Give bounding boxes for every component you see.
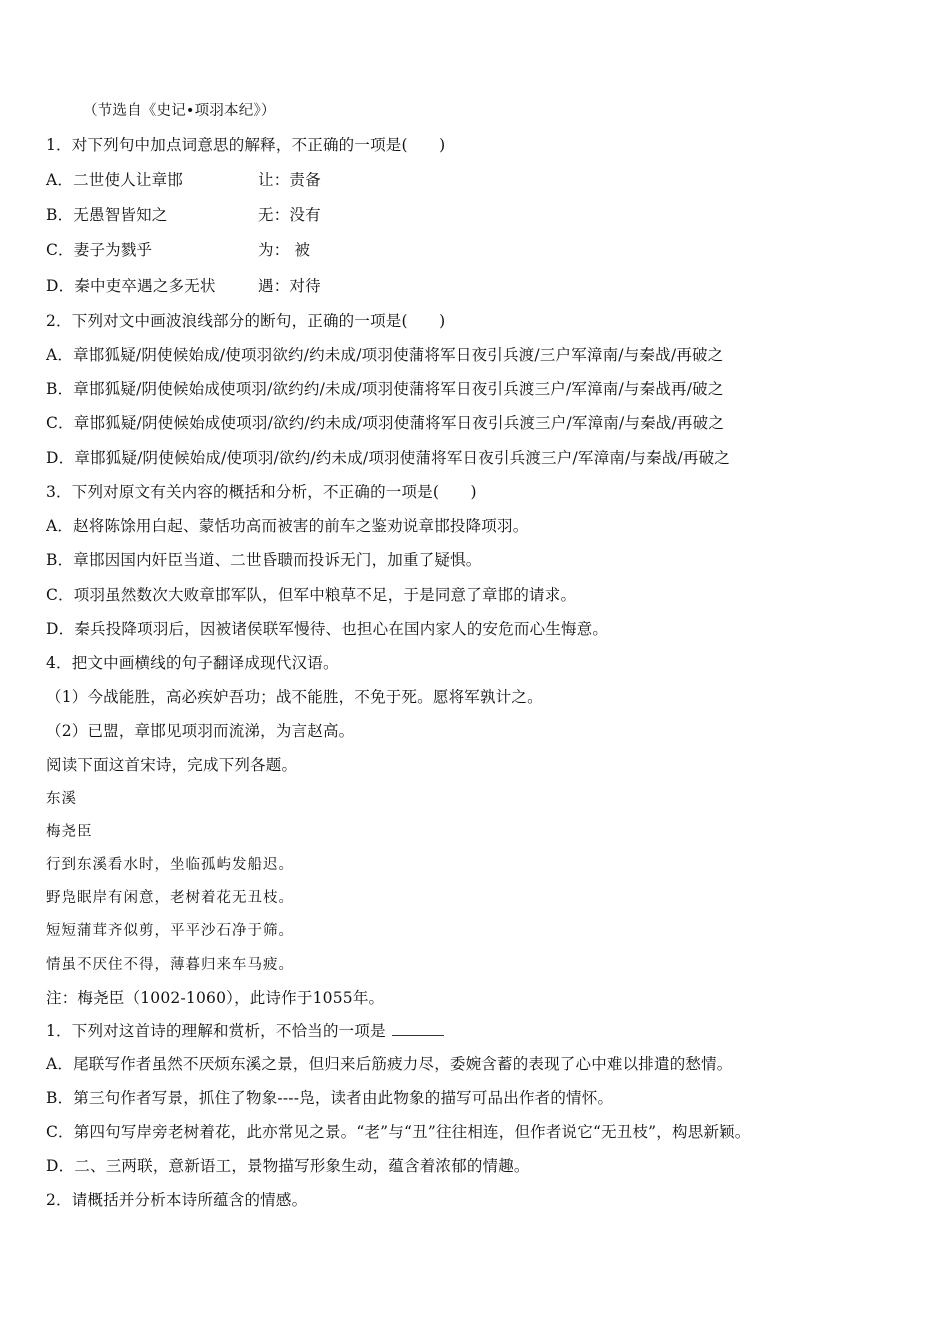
question-2-option-d: D．章邯狐疑/阴使候始成/使项羽/欲约/约未成/项羽使蒲将军日夜引兵渡三户/军漳南/与秦战/再破之 (46, 449, 731, 467)
option-explanation: 遇：对待 (258, 277, 321, 295)
question-3-option-b: B．章邯因国内奸臣当道、二世昏聩而投诉无门，加重了疑惧。 (46, 551, 482, 569)
poem-intro: 阅读下面这首宋诗，完成下列各题。 (46, 756, 298, 774)
poem-question-1-option-a: A．尾联写作者虽然不厌烦东溪之景，但归来后筋疲力尽，委婉含蓄的表现了心中难以排遣的愁情。 (46, 1055, 733, 1073)
question-3-option-c: C．项羽虽然数次大败章邯军队，但军中粮草不足，于是同意了章邯的请求。 (46, 586, 577, 604)
question-1-option-d (46, 276, 321, 296)
question-2-option-b: B．章邯狐疑/阴使候始成使项羽/欲约约/未成/项羽使蒲将军日夜引兵渡三户/军漳南/与秦战再/破之 (46, 380, 724, 398)
poem-line-2: 野凫眠岸有闲意，老树着花无丑枝。 (46, 890, 294, 906)
answer-blank (392, 1021, 444, 1036)
poem-question-2-stem: 2．请概括并分析本诗所蕴含的情感。 (46, 1191, 308, 1209)
question-2-option-a: A．章邯狐疑/阴使候始成/使项羽欲约/约未成/项羽使蒲将军日夜引兵渡/三户军漳南/与秦战/再破之 (46, 346, 724, 364)
poem-line-4: 情虽不厌住不得，薄暮归来车马疲。 (46, 957, 294, 973)
stem-text: 1．下列对这首诗的理解和赏析，不恰当的一项是 (46, 1022, 386, 1040)
option-explanation: 为： 被 (258, 241, 311, 259)
question-2-option-c: C．章邯狐疑/阴使候始成使项羽/欲约/约未成/项羽使蒲将军日夜引兵渡三户/军漳南/与秦战/再破之 (46, 414, 725, 432)
poem-note: 注：梅尧臣（1002-1060），此诗作于1055年。 (46, 989, 385, 1007)
question-1-stem: 1．对下列句中加点词意思的解释，不正确的一项是( ) (46, 136, 446, 154)
question-4-item-1: （1）今战能胜，高必疾妒吾功；战不能胜，不免于死。愿将军孰计之。 (46, 688, 543, 706)
poem-question-1-option-d: D．二、三两联，意新语工，景物描写形象生动，蕴含着浓郁的情趣。 (46, 1157, 530, 1175)
question-3-stem: 3．下列对原文有关内容的概括和分析，不正确的一项是( ) (46, 483, 477, 501)
poem-question-1-option-c: C．第四句写岸旁老树着花，此亦常见之景。“老”与“丑”往往相连，但作者说它“无丑枝”，构思新颖。 (46, 1123, 751, 1141)
question-4-stem: 4．把文中画横线的句子翻译成现代汉语。 (46, 654, 339, 672)
poem-question-1-option-b: B．第三句作者写景，抓住了物象----凫，读者由此物象的描写可品出作者的情怀。 (46, 1089, 614, 1107)
option-explanation: 无：没有 (258, 206, 321, 224)
option-text: D．秦中吏卒遇之多无状 (46, 277, 216, 295)
poem-question-1-stem (46, 1021, 444, 1041)
poem-line-3: 短短蒲茸齐似剪，平平沙石净于筛。 (46, 923, 294, 939)
question-1-option-c (46, 240, 310, 260)
question-1-option-a (46, 170, 321, 190)
question-2-stem: 2．下列对文中画波浪线部分的断句，正确的一项是( ) (46, 312, 446, 330)
question-3-option-d: D．秦兵投降项羽后，因被诸侯联军慢待、也担心在国内家人的安危而心生悔意。 (46, 620, 609, 638)
option-text: B．无愚智皆知之 (46, 206, 168, 224)
question-3-option-a: A．赵将陈馀用白起、蒙恬功高而被害的前车之鉴劝说章邯投降项羽。 (46, 517, 529, 535)
poem-line-1: 行到东溪看水时，坐临孤屿发船迟。 (46, 857, 294, 873)
poem-author: 梅尧臣 (46, 824, 93, 840)
option-text: C．妻子为戮乎 (46, 241, 153, 259)
option-explanation: 让：责备 (258, 171, 321, 189)
source-note: （节选自《史记•项羽本纪》） (83, 103, 276, 119)
option-text: A．二世使人让章邯 (46, 171, 183, 189)
question-4-item-2: （2）已盟，章邯见项羽而流涕，为言赵高。 (46, 722, 355, 740)
poem-title: 东溪 (46, 791, 77, 807)
question-1-option-b (46, 205, 321, 225)
